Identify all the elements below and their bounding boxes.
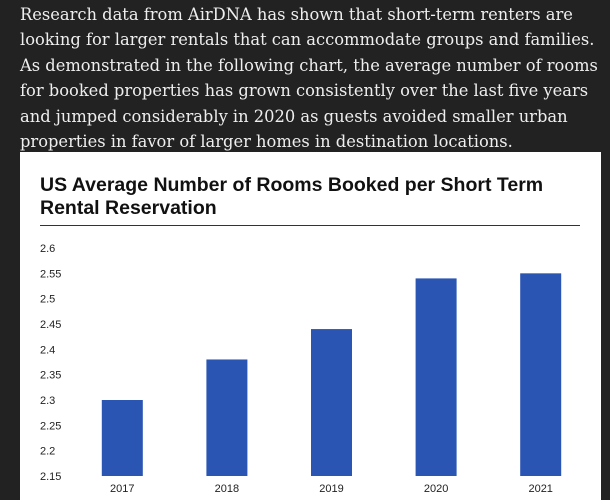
x-tick-label: 2021 [528, 483, 553, 495]
y-tick-label: 2.6 [40, 243, 56, 255]
article-paragraph: Research data from AirDNA has shown that short-term renters are looking for larger rentals that can accommodate groups and families. As demonstrated in the following chart, the average number of rooms for booked properties has grown consistently over the last five years and jumped considerably in 2020 as guests avoided smaller urban properties in favor of larger homes in destination locations. [20, 5, 598, 152]
x-tick-label: 2020 [423, 483, 449, 495]
y-axis [40, 243, 61, 483]
x-axis [110, 483, 553, 495]
bar-2017 [102, 400, 143, 476]
y-tick-label: 2.15 [40, 471, 62, 483]
bars [102, 273, 561, 476]
bar-2019 [311, 329, 352, 476]
y-tick-label: 2.55 [40, 268, 62, 281]
y-tick-label: 2.4 [40, 344, 56, 357]
chart-title: US Average Number of Rooms Booked per Short Term Rental Reservation [40, 174, 544, 219]
x-tick-label: 2018 [214, 483, 240, 495]
y-tick-label: 2.5 [40, 293, 56, 306]
bar-2020 [416, 278, 457, 476]
y-tick-label: 2.25 [40, 420, 62, 433]
y-tick-label: 2.45 [40, 319, 62, 331]
x-tick-label: 2019 [319, 483, 344, 495]
y-tick-label: 2.2 [40, 445, 56, 458]
bar-chart [20, 152, 601, 500]
y-tick-label: 2.35 [40, 369, 62, 382]
chart-card [20, 152, 601, 500]
bar-2021 [520, 273, 561, 476]
bar-2018 [206, 359, 247, 476]
y-tick-label: 2.3 [40, 395, 56, 407]
x-tick-label: 2017 [110, 483, 135, 495]
